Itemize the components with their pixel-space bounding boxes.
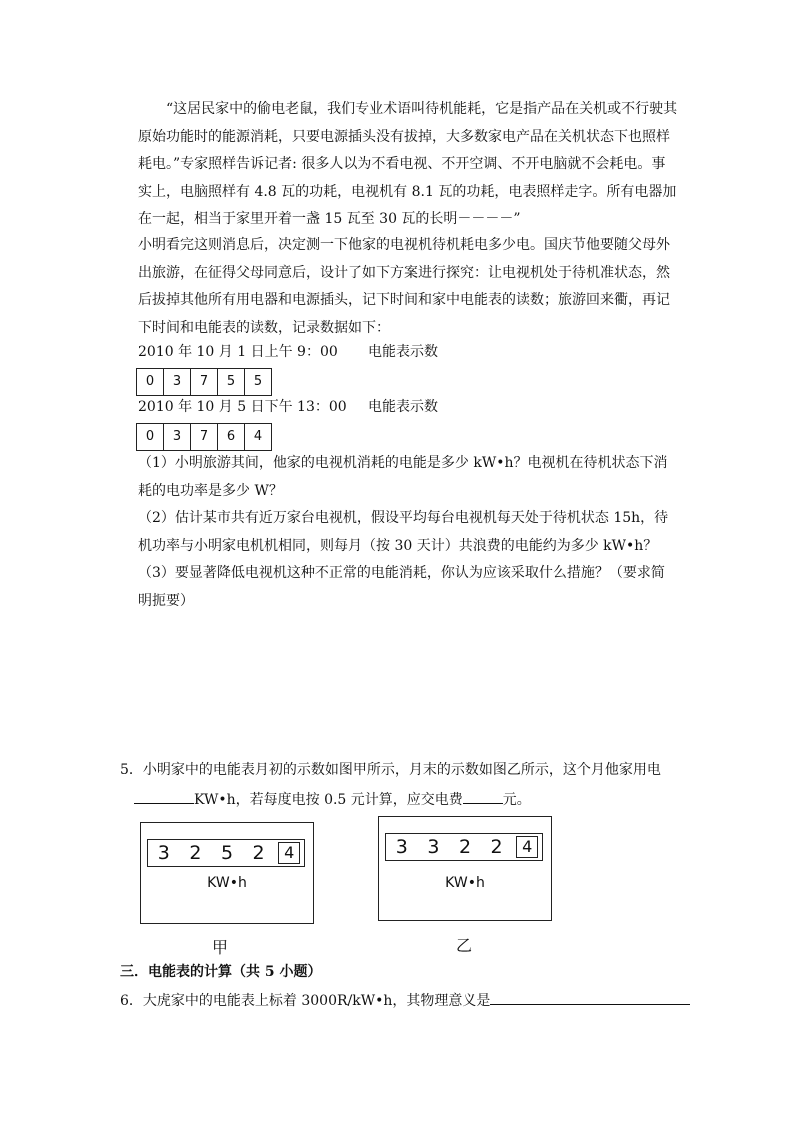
- meter-digit: 7: [191, 424, 218, 450]
- section-3-heading: 三．电能表的计算（共 5 小题）: [120, 964, 322, 980]
- answer-blank-cost[interactable]: [463, 789, 503, 804]
- meter-decimal-digit: 4: [516, 836, 538, 858]
- meter-digit: 2: [490, 836, 503, 858]
- meter-digit: 5: [218, 369, 245, 395]
- record1-meter-digits: [136, 368, 272, 396]
- meter-decimal-digit: 4: [278, 842, 300, 864]
- record1-label: 电能表示数: [368, 344, 438, 360]
- meter-digit: 6: [218, 424, 245, 450]
- meter-digit: 2: [458, 836, 472, 858]
- meter-digit: 2: [252, 842, 265, 864]
- meter-jia: [140, 822, 314, 924]
- record2-label: 电能表示数: [368, 399, 438, 415]
- question-2: （2）估计某市共有近万家台电视机，假设平均每台电视机每天处于待机状态 15h，待机功率与小明家电机机相同，则每月（按 30 天计）共浪费的电能约为多少 kW•h？: [138, 510, 669, 554]
- meter-digit: 3: [427, 836, 440, 858]
- scenario-paragraph: 小明看完这则消息后，决定测一下他家的电视机待机耗电多少电。国庆节他要随父母外出旅游，在征得父母同意后，设计了如下方案进行探究：让电视机处于待机准状态，然后拔掉其他所有用电器和电源插头，记下时间和家中电能表的读数；旅游回来衢，再记下时间和电能表的读数，记录数据如下：: [138, 237, 670, 336]
- meter-yi-unit: KW•h: [445, 875, 485, 891]
- answer-blank-energy[interactable]: [134, 789, 194, 804]
- answer-blank-meaning[interactable]: [490, 990, 690, 1005]
- meter-digit: 3: [164, 424, 191, 450]
- meter-digit: 2: [189, 842, 202, 864]
- question-6-text: 6．大虎家中的电能表上标着 3000R/kW•h，其物理意义是: [120, 993, 491, 1009]
- meter-digit: 0: [137, 369, 164, 395]
- meter-digit: 5: [253, 374, 263, 389]
- caption-jia: 甲: [212, 938, 229, 957]
- intro-paragraph: “这居民家中的偷电老鼠，我们专业术语叫待机能耗，它是指产品在关机或不行驶其原始功能时的能源消耗，只要电源插头没有拔掉，大多数家电产品在关机状态下也照样耗电。”专家照样告诉记者: 很多人以为不看电视、不开空调、不开电脑就不会耗电。事实上，电脑照样有 4.8 瓦的功耗，电视机有 8.1 瓦的功耗，电表照样走字。所有电器加在一起，相当于家里开着一盏 15 瓦至 30 瓦的长明－－－－”: [138, 101, 678, 228]
- q5-end-text: 元。: [502, 792, 531, 808]
- meter-jia-unit: KW•h: [207, 875, 247, 891]
- caption-yi: 乙: [456, 936, 473, 955]
- meter-digit: 3: [395, 836, 408, 858]
- meter-yi-display: [385, 833, 543, 861]
- meter-digit: 7: [191, 369, 218, 395]
- question-1: （1）小明旅游其间，他家的电视机消耗的电能是多少 kW•h？电视机在待机状态下消耗的电功率是多少 W？: [138, 455, 668, 499]
- q5-unit-text: KW•h，若每度电按 0.5 元计算，应交电费: [194, 792, 463, 808]
- meter-digit: 4: [253, 429, 263, 444]
- record1-time: 2010 年 10 月 1 日上午 9：00: [138, 344, 338, 360]
- question-5-line2: [134, 789, 531, 810]
- meter-yi: [378, 816, 552, 921]
- record2-time: 2010 年 10 月 5 日下午 13：00: [138, 399, 347, 415]
- record2-meter-digits: [136, 423, 272, 451]
- meter-digit: 3: [157, 842, 170, 864]
- question-5-line1: 5．小明家中的电能表月初的示数如图甲所示，月末的示数如图乙所示，这个月他家用电: [120, 762, 661, 778]
- meter-digit: 0: [137, 424, 164, 450]
- question-6: [120, 990, 690, 1011]
- meter-digit: 3: [164, 369, 191, 395]
- meter-digit: 5: [220, 842, 234, 864]
- meter-jia-display: [147, 839, 305, 867]
- question-3: （3）要显著降低电视机这种不正常的电能消耗，你认为应该采取什么措施？（要求简明扼要）: [138, 565, 665, 609]
